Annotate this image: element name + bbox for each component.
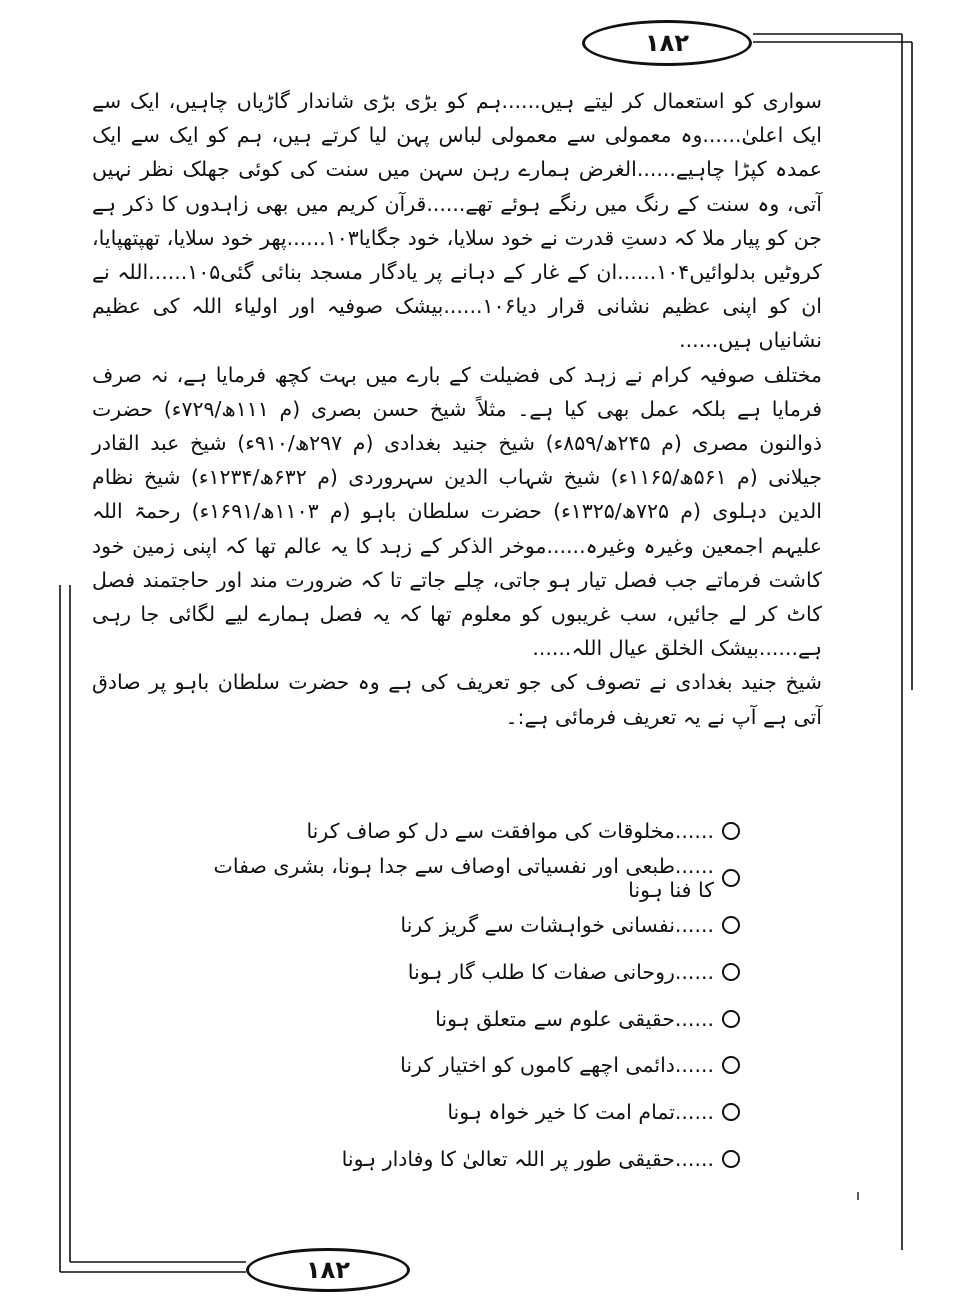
page-number-bottom-text: ۱۸۲ [306,1256,350,1284]
page-number-bottom [246,1248,410,1292]
circle-bullet-icon [722,1150,740,1168]
list-item-text: ......طبعی اور نفسیاتی اوصاف سے جدا ہونا، بشری صفات کا فنا ہونا [213,854,714,903]
list-item-text: ......مخلوقات کی موافقت سے دل کو صاف کرنا [306,819,714,844]
list-item-text: ......روحانی صفات کا طلب گار ہونا [407,959,714,984]
page-number-top [582,20,752,66]
list-item-text: ......نفسانی خواہشات سے گریز کرنا [400,912,714,937]
circle-bullet-icon [722,1010,740,1028]
list-item-text: ......دائمی اچھے کاموں کو اختیار کرنا [400,1053,714,1078]
list-item [200,995,740,1042]
definition-list [200,808,740,1182]
list-item [200,902,740,949]
page-number-top-text: ۱۸۲ [645,29,689,57]
list-item [200,948,740,995]
main-text-block [92,84,822,734]
list-item [200,1136,740,1183]
list-item-text: ......تمام امت کا خیر خواہ ہونا [447,1100,714,1125]
circle-bullet-icon [722,869,740,887]
paragraph-3: شیخ جنید بغدادی نے تصوف کی جو تعریف کی ہے وہ حضرت سلطان باہو پر صادق آتی ہے آپ نے یہ تعریف فرمائی ہے:۔ [92,670,822,729]
circle-bullet-icon [722,1103,740,1121]
paragraph-2: مختلف صوفیہ کرام نے زہد کی فضیلت کے بارے میں بہت کچھ فرمایا ہے، نہ صرف فرمایا ہے بلکہ عمل بھی کیا ہے۔ مثلاً شیخ حسن بصری (م ۱۱۱ھ/۷۲۹ء) حضرت ذوالنون مصری (م ۲۴۵ھ/۸۵۹ء) شیخ جنید بغدادی (م ۲۹۷ھ/۹۱۰ء) شیخ عبد القادر جیلانی (م ۵۶۱ھ/۱۱۶۵ء) شیخ شہاب الدین سہروردی (م ۶۳۲ھ/۱۲۳۴ء) شیخ نظام الدین دہلوی (م ۷۲۵ھ/۱۳۲۵ء) حضرت سلطان باہو (م ۱۱۰۳ھ/۱۶۹۱ء) رحمۃ اللہ علیہم اجمعین وغیرہ وغیرہ......موخر الذکر کے زہد کا یہ عالم تھا کہ اپنی زمین خود کاشت فرماتے جب فصل تیار ہو جاتی، چلے جاتے تا کہ ضرورت مند اور حاجتمند فصل کاٹ کر لے جائیں، سب غریبوں کو معلوم تھا کہ یہ فصل ہمارے لیے لگائی جا رہی ہے......بیشک الخلق عیال اللہ...... [92,362,823,661]
circle-bullet-icon [722,916,740,934]
list-item-text: ......حقیقی علوم سے متعلق ہونا [435,1006,714,1031]
list-item [200,1042,740,1089]
circle-bullet-icon [722,822,740,840]
circle-bullet-icon [722,1056,740,1074]
list-item [200,855,740,902]
circle-bullet-icon [722,963,740,981]
list-item [200,808,740,855]
list-item [200,1089,740,1136]
paragraph-1: سواری کو استعمال کر لیتے ہیں......ہم کو بڑی بڑی شاندار گاڑیاں چاہیں، ایک سے ایک اعلیٰ......وہ معمولی سے معمولی لباس پہن لیا کرتے ہیں، ہم کو ایک سے ایک عمدہ کپڑا چاہیے......الغرض ہمارے رہن سہن میں سنت کی کوئی جھلک نظر نہیں آتی، وہ سنت کے رنگ میں رنگے ہوئے تھے......قرآن کریم میں بھی زاہدوں کا ذکر ہے جن کو پیار ملا کہ دستِ قدرت نے خود سلایا، خود جگایا۱۰۳......پھر خود سلایا، تھپتھپایا، کروٹیں بدلوائیں۱۰۴......ان کے غار کے دہانے پر یادگار مسجد بنائی گئی۱۰۵......اللہ نے ان کو اپنی عظیم نشانی قرار دیا۱۰۶......بیشک صوفیہ اور اولیاء اللہ کی عظیم نشانیاں ہیں...... [92,89,822,353]
list-item-text: ......حقیقی طور پر اللہ تعالیٰ کا وفادار ہونا [341,1146,714,1171]
